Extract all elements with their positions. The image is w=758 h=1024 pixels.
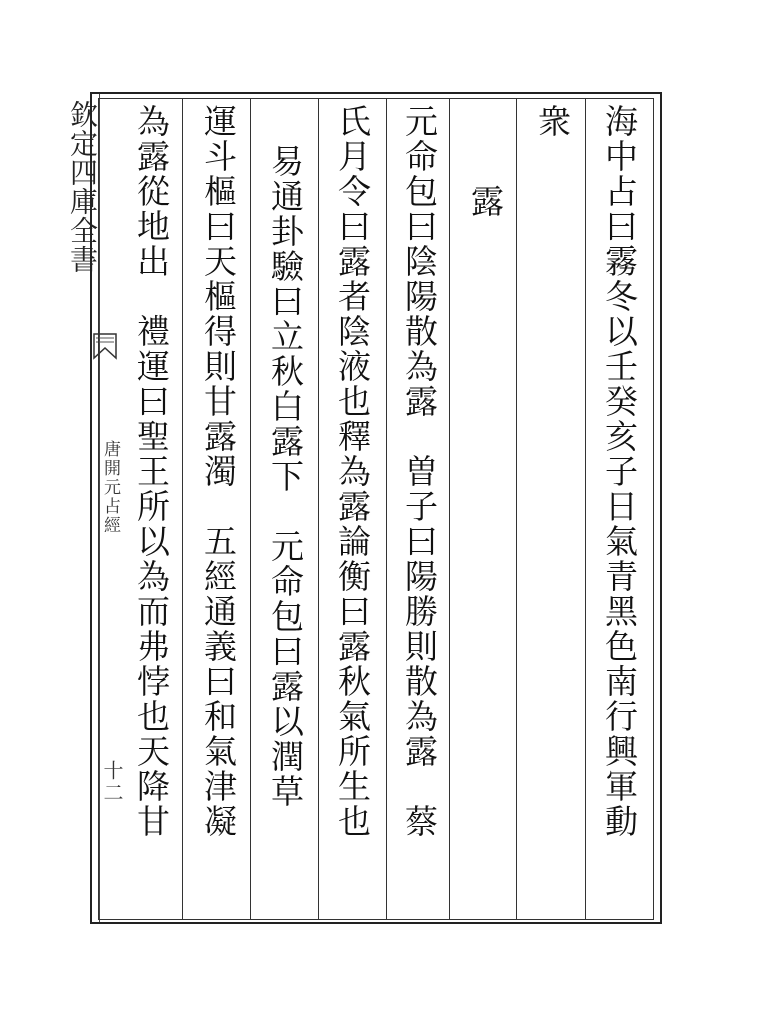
text-column-5: 易通卦驗曰立秋白露下 元命包曰露以潤草: [266, 144, 305, 809]
column-rule: [318, 98, 319, 920]
section-heading-dew: 露: [466, 184, 505, 219]
margin-page-number: 十二: [100, 760, 124, 804]
column-rule: [585, 98, 586, 920]
column-rule: [386, 98, 387, 920]
text-column-2: 衆: [533, 104, 572, 139]
column-rule: [449, 98, 450, 920]
text-column-4: 氏月令曰露者陰液也釋為露論衡曰露秋氣所生也: [333, 104, 372, 839]
margin-book-title: 唐開元占經: [100, 440, 120, 535]
text-column-1: 海中占曰霧冬以壬癸亥子日氣青黑色南行興軍動: [600, 104, 639, 839]
text-column-3: 元命包曰陰陽散為露 曽子曰陽勝則散為露 蔡: [400, 104, 439, 839]
column-rule: [182, 98, 183, 920]
column-rule: [516, 98, 517, 920]
margin-title: 欽定四庫全書: [66, 100, 99, 274]
text-column-6: 運斗樞曰天樞得則甘露濁 五經通義曰和氣津凝: [199, 104, 238, 839]
column-rule: [250, 98, 251, 920]
text-column-7: 為露從地出 禮運曰聖王所以為而弗悖也天降甘: [132, 104, 171, 839]
